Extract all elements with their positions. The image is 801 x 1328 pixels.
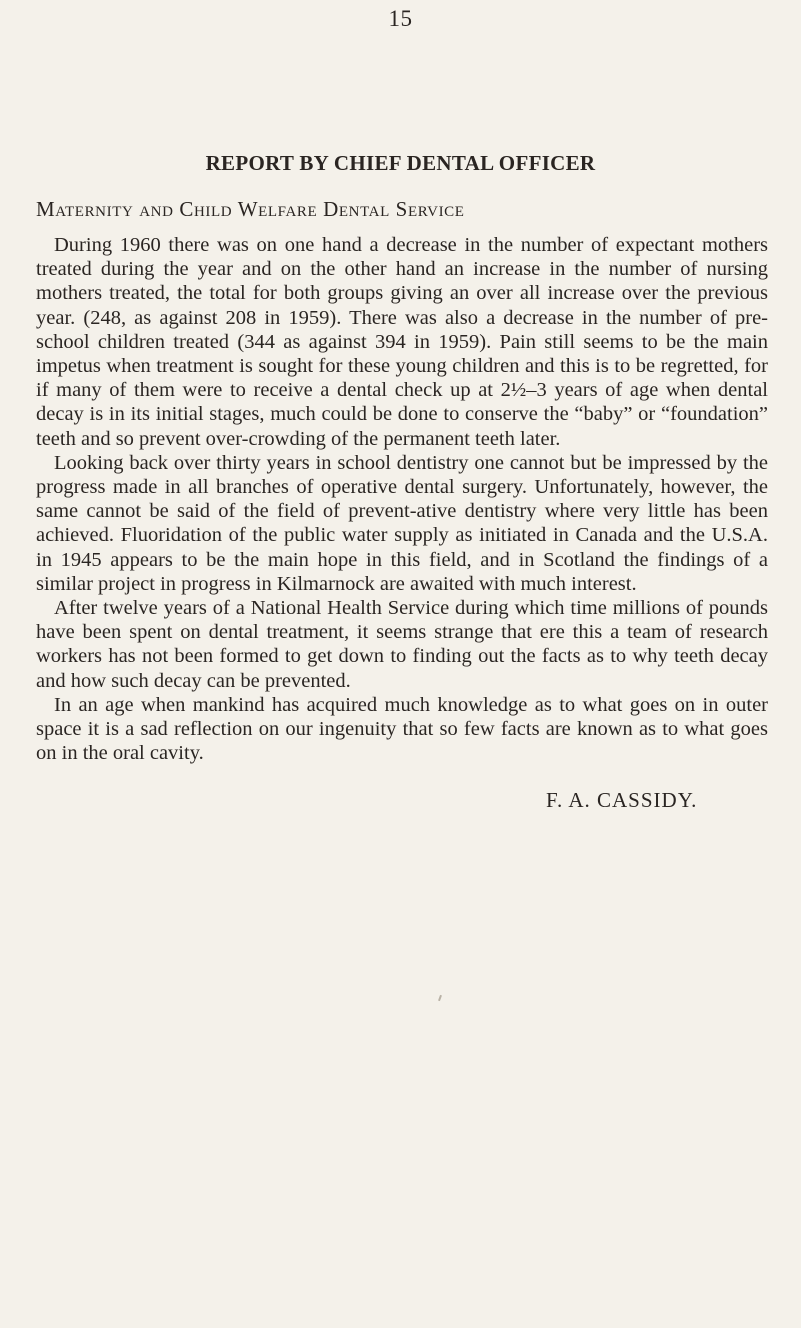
print-speck <box>438 995 442 1001</box>
signature: F. A. CASSIDY. <box>546 788 698 812</box>
paragraph: After twelve years of a National Health Service during which time millions of pounds have been spent on dental treatment, it seems strange that ere this a team of research workers has not been formed to get down to finding out the facts as to why teeth decay and how such decay can be prevented. <box>36 597 768 692</box>
section-heading: Maternity and Child Welfare Dental Service <box>36 197 465 221</box>
paragraph: Looking back over thirty years in school dentistry one cannot but be impressed by the progress made in all branches of operative dental surgery. Unfortunately, however, the same cannot be said of the field of prevent-ative dentistry where very little has been achieved. Fluoridation of the public water supply as initiated in Canada and the U.S.A. in 1945 appears to be the main hope in this field, and in Scotland the findings of a similar project in progress in Kilmarnock are awaited with much interest. <box>36 451 768 595</box>
page-number: 15 <box>388 6 413 31</box>
report-body <box>36 233 768 765</box>
paragraph: During 1960 there was on one hand a decrease in the number of expectant mothers treated during the year and on the other hand an increase in the number of nursing mothers treated, the total for both groups giving an over all increase over the previous year. (248, as against 208 in 1959). There was also a decrease in the number of pre-school children treated (344 as against 394 in 1959). Pain still seems to be the main impetus when treatment is sought for these young children and this is to be regretted, for if many of them were to receive a dental check up at 2½–3 years of age when dental decay is in its initial stages, much could be done to conserve the “baby” or “foundation” teeth and so prevent over-crowding of the permanent teeth later. <box>36 234 768 450</box>
report-title: REPORT BY CHIEF DENTAL OFFICER <box>205 151 596 175</box>
paragraph: In an age when mankind has acquired much knowledge as to what goes on in outer space it is a sad reflection on our ingenuity that so few facts are known as to what goes on in the oral cavity. <box>36 693 768 765</box>
